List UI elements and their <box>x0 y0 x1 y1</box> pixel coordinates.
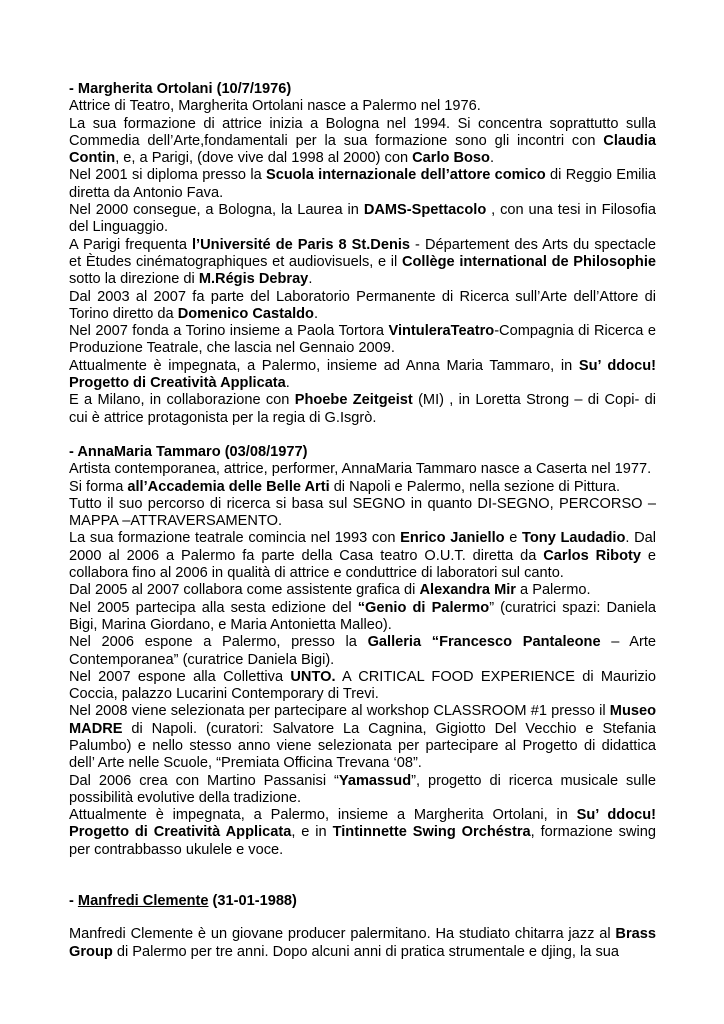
body-text: Attualmente è impegnata, a Palermo, insieme ad Anna Maria Tammaro, in <box>69 357 579 374</box>
bold-text: Alexandra Mir <box>419 582 516 599</box>
body-text: Nel 2005 partecipa alla sesta edizione del <box>69 599 358 616</box>
body-text: – Arte Contemporanea” (curatrice Daniela Bigi). <box>69 634 656 668</box>
bio-paragraph <box>69 461 656 478</box>
bio-paragraph <box>69 496 656 531</box>
bio-paragraph <box>69 358 656 393</box>
body-text: . <box>285 375 290 392</box>
bold-text: Domenico Castaldo <box>177 305 314 322</box>
body-text: sotto la direzione di <box>69 271 199 288</box>
bold-text: Phoebe Zeitgeist <box>294 392 413 409</box>
heading-prefix: - <box>69 893 78 910</box>
bio-paragraph <box>69 98 656 115</box>
body-text: Artista contemporanea, attrice, performer, AnnaMaria Tammaro nasce a Caserta nel 1977. <box>69 461 652 478</box>
bold-text: Su’ ddocu! Progetto di Creatività Applicata <box>69 357 656 392</box>
bio-paragraph <box>69 634 656 669</box>
spacer <box>69 910 656 926</box>
bio-paragraph <box>69 167 656 202</box>
body-text: ” (curatrici spazi: Daniela Bigi, Marina Giordano, e Maria Antonietta Malleo). <box>69 599 656 633</box>
body-text: Nel 2001 si diploma presso la <box>69 167 266 184</box>
body-text: A CRITICAL FOOD EXPERIENCE di Maurizio Coccia, palazzo Lucarini Contemporary di Trevi. <box>69 668 656 703</box>
bold-text: Carlo Boso <box>412 150 490 167</box>
body-text: (MI) , in Loretta Strong – di Copi- di cui è attrice protagonista per la regia di G.Isgrò. <box>69 392 656 426</box>
bio-paragraph <box>69 669 656 704</box>
body-text: Dal 2005 al 2007 collabora come assistente grafica di <box>69 582 420 599</box>
bio-paragraph <box>69 926 656 961</box>
bold-text: DAMS-Spettacolo <box>363 202 487 219</box>
heading-suffix: (31-01-1988) <box>208 893 297 910</box>
bio-paragraph <box>69 600 656 635</box>
bio-paragraph <box>69 807 656 859</box>
body-text: di Palermo per tre anni. Dopo alcuni anni di pratica strumentale e djing, la sua <box>112 943 619 960</box>
body-text: A Parigi frequenta <box>69 236 192 253</box>
body-text: E a Milano, in collaborazione con <box>69 392 295 409</box>
bio-paragraph <box>69 392 656 427</box>
body-text: Dal 2003 al 2007 fa parte del Laboratorio Permanente di Ricerca sull’Arte dell’Attore di Torino diretto da <box>69 288 656 322</box>
body-text: -Compagnia di Ricerca e Produzione Teatrale, che lascia nel Gennaio 2009. <box>69 323 656 357</box>
bio-body <box>69 926 656 961</box>
body-text: Nel 2008 viene selezionata per partecipare al workshop CLASSROOM #1 presso il <box>69 703 610 720</box>
bold-text: Carlos Riboty <box>543 547 641 564</box>
bio-paragraph <box>69 289 656 324</box>
bio-section-clemente <box>69 893 656 961</box>
bold-text: UNTO. <box>290 668 336 685</box>
bio-section-tammaro <box>69 444 656 859</box>
body-text: di Napoli e Palermo, nella sezione di Pittura. <box>329 478 621 495</box>
body-text: Nel 2007 espone alla Collettiva <box>69 668 291 685</box>
body-text: , formazione swing per contrabbasso ukulele e voce. <box>69 824 656 858</box>
bold-text: Tony Laudadio <box>522 530 626 547</box>
bold-text: all’Accademia delle Belle Arti <box>127 478 330 495</box>
bold-text: Galleria “Francesco Pantaleone <box>367 634 601 651</box>
bold-text: Scuola internazionale dell’attore comico <box>266 167 546 184</box>
body-text: Manfredi Clemente è un giovane producer palermitano. Ha studiato chitarra jazz al <box>69 926 616 943</box>
bold-text: Brass Group <box>69 926 656 960</box>
bio-paragraph <box>69 773 656 808</box>
bold-text: “Genio di Palermo <box>357 599 490 616</box>
body-text: di Napoli. (curatori: Salvatore La Cagnina, Gigiotto Del Vecchio e Stefania Palumbo) e nello stesso anno viene selezionata per partecipare al Progetto di didattica dell’ Arte nelle Scuole, “Premiata Officina Trevana ‘08”. <box>69 720 656 772</box>
heading-name: Manfredi Clemente <box>77 893 209 910</box>
bio-paragraph <box>69 479 656 496</box>
bio-paragraph <box>69 530 656 582</box>
heading-text: Margherita Ortolani (10/7/1976) <box>77 81 292 97</box>
bold-text: Su’ ddocu! Progetto di Creatività Applicata <box>69 807 656 841</box>
bold-text: Museo MADRE <box>69 703 656 737</box>
body-text: , e, a Parigi, (dove vive dal 1998 al 2000) con <box>115 150 413 167</box>
bio-paragraph <box>69 323 656 358</box>
body-text: . <box>313 305 319 322</box>
bio-paragraph <box>69 116 656 168</box>
body-text: e collabora fino al 2006 in qualità di attrice e conduttrice di laboratori sul canto. <box>69 547 657 582</box>
body-text: Dal 2006 crea con Martino Passanisi “ <box>69 772 339 789</box>
bold-text: Yamassud <box>338 772 412 789</box>
body-text: Tutto il suo percorso di ricerca si basa sul SEGNO in quanto DI-SEGNO, PERCORSO – MAPPA –ATTRAVERSAMENTO. <box>69 495 656 530</box>
bio-body <box>69 98 656 427</box>
bold-text: l’Université de Paris 8 St.Denis <box>192 236 411 253</box>
bio-section-ortolani <box>69 81 656 427</box>
section-heading <box>69 893 656 910</box>
body-text: , e in <box>291 824 333 841</box>
heading-text: AnnaMaria Tammaro (03/08/1977) <box>77 443 308 460</box>
bold-text: Claudia Contin <box>69 132 656 167</box>
bio-paragraph <box>69 582 656 599</box>
bold-text: Collège international de Philosophie <box>401 253 656 270</box>
bold-text: M.Régis Debray <box>198 271 309 288</box>
body-text: , con una tesi in Filosofia del Linguaggio. <box>69 202 656 236</box>
bio-paragraph <box>69 237 656 289</box>
body-text: - Département des Arts du spectacle et Ètudes cinématographiques et audiovisuels, e il <box>69 236 656 270</box>
body-text: . <box>308 271 313 288</box>
heading-prefix: - <box>69 81 78 97</box>
body-text: ”, progetto di ricerca musicale sulle possibilità evolutive della tradizione. <box>69 772 657 806</box>
body-text: di Reggio Emilia diretta da Antonio Fava. <box>69 167 656 201</box>
body-text: La sua formazione di attrice inizia a Bologna nel 1994. Si concentra soprattutto sulla Commedia dell’Arte,fondamentali per la sua formazione sono gli incontri con <box>69 115 656 149</box>
bold-text: VintuleraTeatro <box>388 323 495 340</box>
bold-text: Enrico Janiello <box>400 530 505 547</box>
section-heading <box>69 81 656 98</box>
spacer <box>69 427 656 444</box>
bio-paragraph <box>69 703 656 772</box>
bio-paragraph <box>69 202 656 237</box>
body-text: . <box>489 150 495 167</box>
body-text: Nel 2007 fonda a Torino insieme a Paola Tortora <box>69 323 389 340</box>
bold-text: Tintinnette Swing Orchéstra <box>332 824 531 841</box>
body-text: . Dal 2000 al 2006 a Palermo fa parte della Casa teatro O.U.T. diretta da <box>69 530 657 564</box>
bio-body <box>69 461 656 859</box>
body-text: Attrice di Teatro, Margherita Ortolani nasce a Palermo nel 1976. <box>69 98 481 115</box>
body-text: e <box>504 530 523 547</box>
section-heading <box>69 444 656 461</box>
spacer <box>69 859 656 893</box>
body-text: Nel 2000 consegue, a Bologna, la Laurea in <box>69 202 364 219</box>
body-text: La sua formazione teatrale comincia nel 1993 con <box>69 530 401 547</box>
body-text: Si forma <box>69 478 128 495</box>
body-text: Attualmente è impegnata, a Palermo, insieme a Margherita Ortolani, in <box>69 807 577 824</box>
heading-prefix: - <box>69 443 78 460</box>
body-text: a Palermo. <box>515 582 591 599</box>
body-text: Nel 2006 espone a Palermo, presso la <box>69 634 368 651</box>
